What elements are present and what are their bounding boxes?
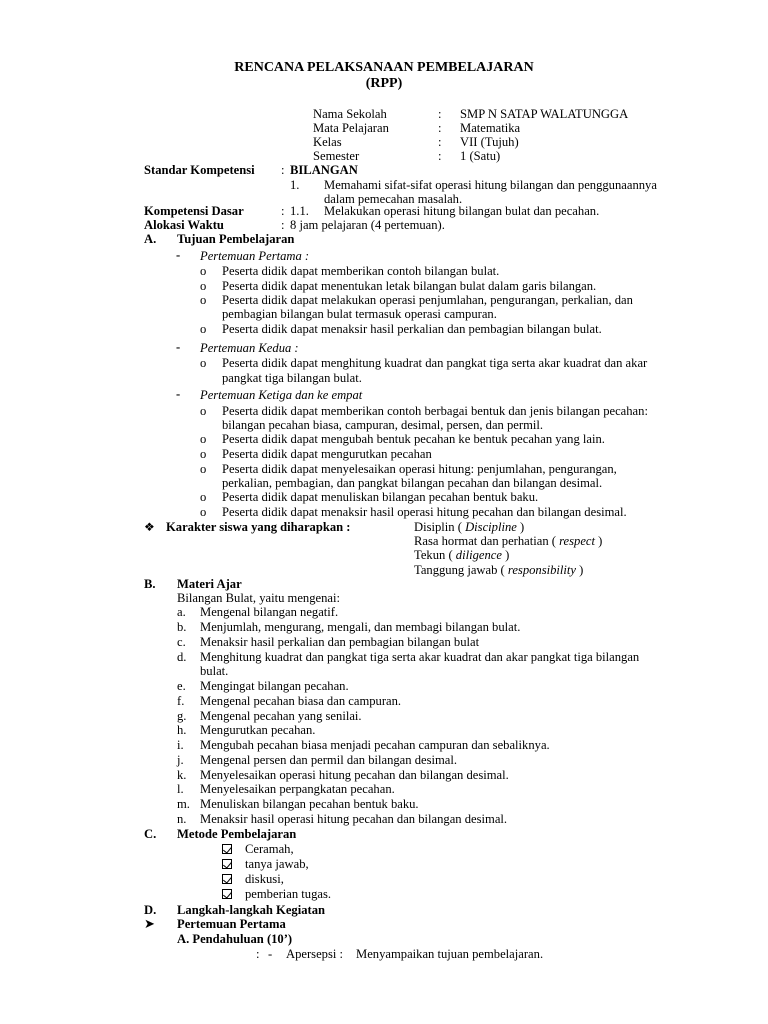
identity-label-school: Nama Sekolah (313, 107, 387, 121)
list-letter: m. (177, 797, 190, 811)
material-item: Mengurutkan pecahan. (200, 723, 316, 737)
list-letter: j. (177, 753, 184, 767)
material-item: Mengenal bilangan negatif. (200, 605, 339, 619)
arrow-bullet-icon: ➤ (144, 916, 155, 931)
list-letter: n. (177, 812, 187, 826)
list-letter: b. (177, 620, 187, 634)
kd-number: 1.1. (290, 204, 309, 218)
section-a-letter: A. (144, 232, 157, 246)
meeting-2-heading: Pertemuan Kedua : (200, 341, 299, 355)
step-colon: : (256, 947, 260, 961)
checkbox-checked-icon (222, 872, 232, 887)
identity-value-class: VII (Tujuh) (460, 135, 519, 149)
meeting-heading: Pertemuan Pertama (177, 917, 286, 931)
dash-bullet: - (176, 248, 181, 262)
circle-bullet: o (200, 322, 207, 336)
identity-colon: : (438, 149, 442, 163)
circle-bullet: o (200, 490, 207, 504)
method-item: pemberian tugas. (245, 887, 332, 901)
step-dash: - (268, 947, 273, 961)
sk-value: BILANGAN (290, 163, 358, 177)
list-letter: a. (177, 605, 186, 619)
list-letter: h. (177, 723, 187, 737)
circle-bullet: o (200, 279, 207, 293)
objective-item-continued: bilangan pecahan biasa, campuran, desimal, persen, dan permil. (222, 418, 544, 432)
section-c-title: Metode Pembelajaran (177, 827, 297, 841)
material-item: Menjumlah, mengurang, mengali, dan membagi bilangan bulat. (200, 620, 521, 634)
apersepsi-text: Menyampaikan tujuan pembelajaran. (356, 947, 544, 961)
diamond-bullet-icon: ❖ (144, 520, 155, 534)
circle-bullet: o (200, 356, 207, 370)
method-item: tanya jawab, (245, 857, 309, 871)
objective-item: Peserta didik dapat menyelesaikan operasi hitung: penjumlahan, pengurangan, (222, 462, 617, 476)
circle-bullet: o (200, 462, 207, 476)
section-b-title: Materi Ajar (177, 577, 242, 591)
list-letter: k. (177, 768, 187, 782)
objective-item: Peserta didik dapat memberikan contoh bilangan bulat. (222, 264, 500, 278)
kd-colon: : (281, 204, 285, 218)
objective-item-continued: pembagian bilangan bulat termasuk operasi campuran. (222, 307, 497, 321)
circle-bullet: o (200, 293, 207, 307)
karakter-item: Disiplin ( Discipline ) (414, 520, 525, 534)
list-letter: i. (177, 738, 184, 752)
circle-bullet: o (200, 432, 207, 446)
material-item-continued: bulat. (200, 664, 229, 678)
method-item: diskusi, (245, 872, 284, 886)
objective-item: Peserta didik dapat menaksir hasil perkalian dan pembagian bilangan bulat. (222, 322, 602, 336)
checkbox-checked-icon (222, 842, 232, 857)
sk-number: 1. (290, 178, 300, 192)
objective-item: Peserta didik dapat menentukan letak bilangan bulat dalam garis bilangan. (222, 279, 597, 293)
identity-colon: : (438, 121, 442, 135)
sk-text-line1: Memahami sifat-sifat operasi hitung bilangan dan penggunaannya (324, 178, 657, 192)
meeting-1-heading: Pertemuan Pertama : (200, 249, 310, 263)
circle-bullet: o (200, 505, 207, 519)
aw-colon: : (281, 218, 285, 232)
karakter-label: Karakter siswa yang diharapkan : (166, 520, 351, 534)
list-letter: g. (177, 709, 187, 723)
sk-colon: : (281, 163, 285, 177)
section-c-letter: C. (144, 827, 157, 841)
list-letter: e. (177, 679, 186, 693)
identity-value-subject: Matematika (460, 121, 521, 135)
objective-item: Peserta didik dapat melakukan operasi penjumlahan, pengurangan, perkalian, dan (222, 293, 633, 307)
list-letter: c. (177, 635, 186, 649)
circle-bullet: o (200, 264, 207, 278)
section-b-letter: B. (144, 577, 156, 591)
list-letter: l. (177, 782, 184, 796)
identity-value-semester: 1 (Satu) (460, 149, 501, 163)
sk-text-line2: dalam pemecahan masalah. (324, 192, 463, 206)
section-d-title: Langkah-langkah Kegiatan (177, 903, 326, 917)
objective-item: Peserta didik dapat menuliskan bilangan pecahan bentuk baku. (222, 490, 539, 504)
identity-label-subject: Mata Pelajaran (313, 121, 389, 135)
pendahuluan-heading: A. Pendahuluan (10’) (177, 932, 293, 946)
kd-label: Kompetensi Dasar (144, 204, 244, 218)
material-item: Mengenal persen dan permil dan bilangan desimal. (200, 753, 458, 767)
identity-label-semester: Semester (313, 149, 360, 163)
karakter-item: Tekun ( diligence ) (414, 548, 510, 562)
material-item: Menaksir hasil operasi hitung pecahan dan bilangan desimal. (200, 812, 508, 826)
material-item: Menaksir hasil perkalian dan pembagian bilangan bulat (200, 635, 480, 649)
material-item: Menyelesaikan perpangkatan pecahan. (200, 782, 395, 796)
section-d-letter: D. (144, 903, 157, 917)
objective-item-continued: perkalian, pembagian, dan pangkat bilangan pecahan dan bilangan desimal. (222, 476, 603, 490)
material-item: Menuliskan bilangan pecahan bentuk baku. (200, 797, 419, 811)
objective-item: Peserta didik dapat menghitung kuadrat dan pangkat tiga serta akar kuadrat dan akar (222, 356, 648, 370)
identity-label-class: Kelas (313, 135, 342, 149)
material-item: Mengingat bilangan pecahan. (200, 679, 349, 693)
circle-bullet: o (200, 447, 207, 461)
checkbox-checked-icon (222, 887, 232, 902)
aw-label: Alokasi Waktu (144, 218, 224, 232)
kd-text: Melakukan operasi hitung bilangan bulat dan pecahan. (324, 204, 600, 218)
apersepsi-label: Apersepsi : (286, 947, 344, 961)
identity-colon: : (438, 107, 442, 121)
sk-label: Standar Kompetensi (144, 163, 255, 177)
identity-colon: : (438, 135, 442, 149)
aw-text: 8 jam pelajaran (4 pertemuan). (290, 218, 445, 232)
document-title: RENCANA PELAKSANAAN PEMBELAJARAN (234, 60, 534, 75)
objective-item-continued: pangkat tiga bilangan bulat. (222, 371, 362, 385)
method-item: Ceramah, (245, 842, 294, 856)
objective-item: Peserta didik dapat mengurutkan pecahan (222, 447, 432, 461)
material-item: Menghitung kuadrat dan pangkat tiga serta akar kuadrat dan akar pangkat tiga bilangan (200, 650, 640, 664)
list-letter: f. (177, 694, 185, 708)
objective-item: Peserta didik dapat menaksir hasil operasi hitung pecahan dan bilangan desimal. (222, 505, 627, 519)
circle-bullet: o (200, 404, 207, 418)
document-subtitle: (RPP) (365, 76, 403, 91)
material-item: Mengenal pecahan biasa dan campuran. (200, 694, 402, 708)
material-item: Menyelesaikan operasi hitung pecahan dan bilangan desimal. (200, 768, 509, 782)
section-b-intro: Bilangan Bulat, yaitu mengenai: (177, 591, 340, 605)
karakter-item: Tanggung jawab ( responsibility ) (414, 563, 584, 577)
karakter-item: Rasa hormat dan perhatian ( respect ) (414, 534, 603, 548)
meeting-3-heading: Pertemuan Ketiga dan ke empat (200, 388, 363, 402)
material-item: Mengubah pecahan biasa menjadi pecahan campuran dan sebaliknya. (200, 738, 550, 752)
material-item: Mengenal pecahan yang senilai. (200, 709, 362, 723)
objective-item: Peserta didik dapat memberikan contoh berbagai bentuk dan jenis bilangan pecahan: (222, 404, 648, 418)
identity-value-school: SMP N SATAP WALATUNGGA (460, 107, 629, 121)
checkbox-checked-icon (222, 857, 232, 872)
objective-item: Peserta didik dapat mengubah bentuk pecahan ke bentuk pecahan yang lain. (222, 432, 605, 446)
dash-bullet: - (176, 387, 181, 401)
dash-bullet: - (176, 340, 181, 354)
list-letter: d. (177, 650, 187, 664)
section-a-title: Tujuan Pembelajaran (177, 232, 295, 246)
